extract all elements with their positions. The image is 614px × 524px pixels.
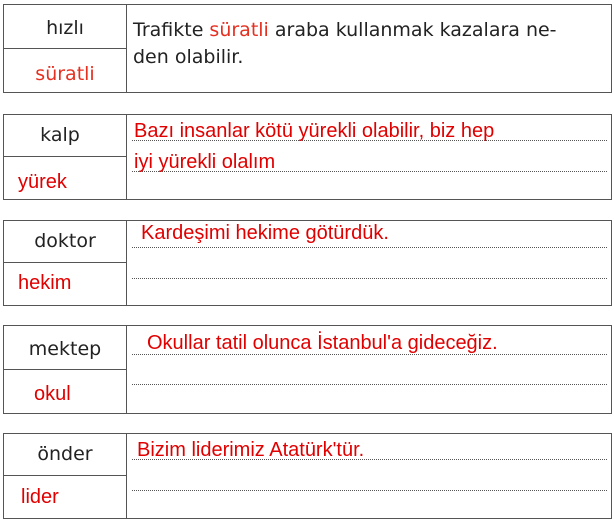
- word-cell: [4, 221, 127, 305]
- writing-line: [132, 247, 607, 248]
- synonym-word: süratli: [35, 63, 95, 85]
- handwritten-sentence-line-2: iyi yürekli olalım: [134, 151, 276, 173]
- example-sentence: [133, 17, 557, 71]
- original-word: mektep: [28, 338, 102, 360]
- original-word-cell: [4, 115, 126, 157]
- word-row-kalp: [3, 114, 612, 200]
- original-word-cell: [4, 5, 126, 49]
- synonym-word: lider: [21, 486, 59, 508]
- original-word-cell: [4, 221, 126, 263]
- original-word: doktor: [34, 230, 96, 252]
- word-row-hizli: [3, 4, 612, 93]
- original-word-cell: [4, 326, 126, 370]
- writing-line: [132, 278, 607, 279]
- handwritten-sentence: Okullar tatil olunca İstanbul'a gideceğiz.: [147, 332, 498, 354]
- original-word: hızlı: [46, 17, 84, 39]
- synonym-word: hekim: [18, 272, 72, 294]
- synonym-word: okul: [34, 383, 71, 405]
- word-cell: [4, 115, 127, 199]
- word-cell: [4, 434, 127, 518]
- word-row-mektep: [3, 325, 612, 414]
- sentence-part: Trafikte: [133, 19, 210, 41]
- sentence-part: araba kullanmak kazalara ne-: [268, 19, 557, 41]
- sentence-line-2: den olabilir.: [133, 46, 244, 68]
- word-row-onder: [3, 433, 612, 519]
- handwritten-sentence: Bizim liderimiz Atatürk'tür.: [137, 439, 365, 461]
- original-word-cell: [4, 434, 126, 476]
- handwritten-sentence-line-1: Bazı insanlar kötü yürekli olabilir, biz hep: [134, 120, 495, 142]
- synonym-word: yürek: [18, 171, 67, 193]
- original-word: önder: [37, 443, 93, 465]
- word-cell: [4, 5, 127, 92]
- original-word: kalp: [40, 124, 80, 146]
- writing-line: [132, 384, 607, 385]
- writing-line: [132, 490, 607, 491]
- word-row-doktor: [3, 220, 612, 306]
- word-cell: [4, 326, 127, 413]
- handwritten-sentence: Kardeşimi hekime götürdük.: [141, 222, 389, 244]
- sentence-highlight: süratli: [209, 19, 269, 41]
